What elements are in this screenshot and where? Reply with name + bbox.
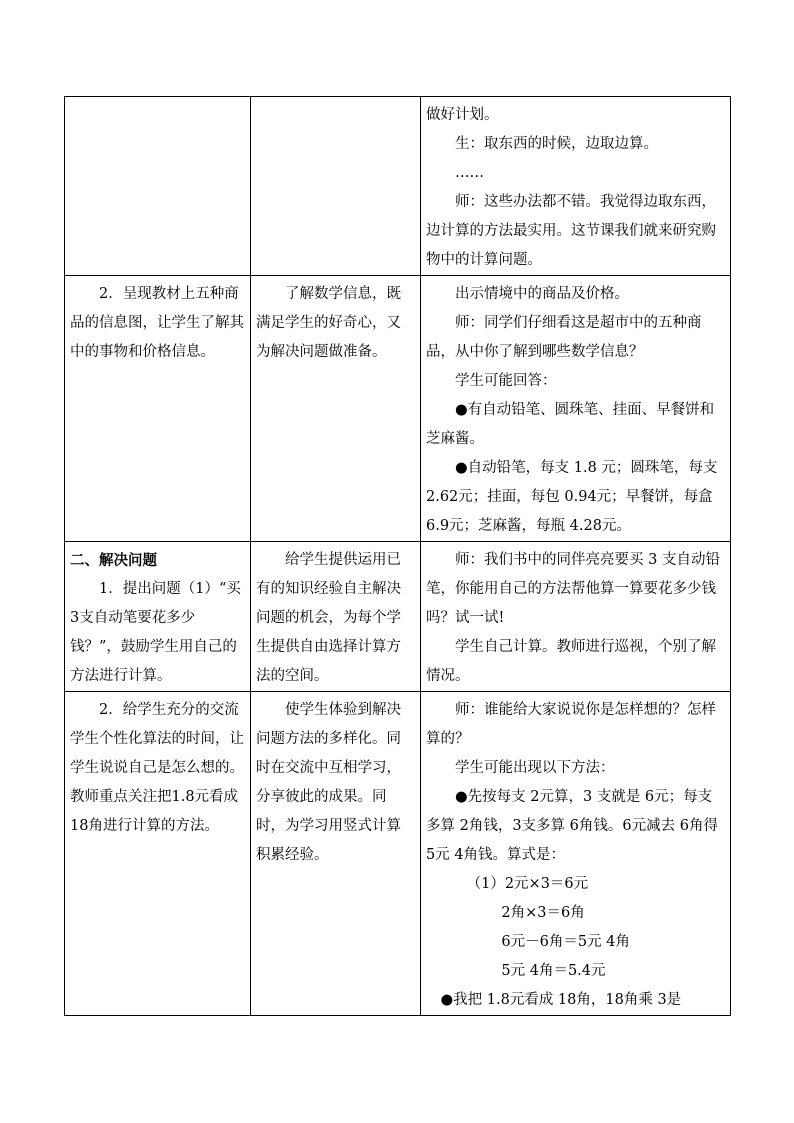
process-text: 学生自己计算。教师进行巡视，个别了解情况。 bbox=[426, 639, 716, 684]
steps-cell bbox=[65, 276, 251, 542]
process-text: ●自动铅笔，每支 1.8 元；圆珠笔，每支 2.62元；挂面，每包 0.94元；早餐饼，每盒 6.9元；芝麻酱，每瓶 4.28元。 bbox=[426, 460, 718, 534]
lesson-plan-table bbox=[64, 96, 731, 1016]
process-text: 师：我们书中的同伴亮亮要买 3 支自动铅笔，你能用自己的方法帮他算一算要花多少钱吗？试一试! bbox=[426, 552, 720, 626]
steps-text: 2．给学生充分的交流学生个性化算法的时间，让学生说说自己是怎么想的。教师重点关注把1.8元看成18角进行计算的方法。 bbox=[70, 702, 244, 834]
table-row bbox=[65, 97, 731, 276]
process-text: ●我把 1.8元看成 18角，18角乘 3是 bbox=[440, 992, 682, 1008]
equation-line: 6元－6角＝5元 4角 bbox=[501, 934, 630, 950]
steps-text: 1．提出问题（1）“买3支自动笔要花多少钱？”，鼓励学生用自己的方法进行计算。 bbox=[70, 581, 241, 684]
intent-text: 了解数学信息，既满足学生的好奇心，又为解决问题做准备。 bbox=[256, 286, 401, 360]
table-row bbox=[65, 692, 731, 1016]
process-text: ●有自动铅笔、圆珠笔、挂面、早餐饼和芝麻酱。 bbox=[426, 402, 715, 447]
intent-cell bbox=[251, 692, 421, 1016]
equation-line: 2角×3＝6角 bbox=[501, 905, 585, 921]
process-cell bbox=[421, 276, 731, 542]
process-text: 出示情境中的商品及价格。 bbox=[455, 286, 629, 302]
equation-line: 5元 4角＝5.4元 bbox=[501, 963, 606, 979]
process-text: 学生可能出现以下方法： bbox=[455, 760, 615, 776]
process-text: ●先按每支 2元算，3 支就是 6元；每支多算 2角钱，3支多算 6角钱。6元减去 6角得 5元 4角钱。算式是： bbox=[426, 789, 718, 863]
intent-text: 给学生提供运用已有的知识经验自主解决问题的机会，为每个学生提供自由选择计算方法的空间。 bbox=[256, 552, 401, 684]
table-row bbox=[65, 542, 731, 692]
steps-text: 2．呈现教材上五种商品的信息图，让学生了解其中的事物和价格信息。 bbox=[70, 286, 244, 360]
equation-line: （1）2元×3＝6元 bbox=[466, 876, 589, 892]
steps-cell bbox=[65, 542, 251, 692]
process-cell bbox=[421, 692, 731, 1016]
intent-cell bbox=[251, 97, 421, 276]
process-cell bbox=[421, 97, 731, 276]
process-text: 生：取东西的时候，边取边算。 bbox=[455, 136, 658, 152]
steps-cell bbox=[65, 692, 251, 1016]
process-text: 师：同学们仔细看这是超市中的五种商品，从中你了解到哪些数学信息？ bbox=[426, 315, 702, 360]
intent-cell bbox=[251, 276, 421, 542]
table-row bbox=[65, 276, 731, 542]
process-text: 师：这些办法都不错。我觉得边取东西，边计算的方法最实用。这节课我们就来研究购物中的计算问题。 bbox=[426, 194, 716, 268]
section-heading: 二、解决问题 bbox=[70, 552, 157, 569]
process-text: 学生可能回答： bbox=[455, 373, 557, 389]
intent-text: 使学生体验到解决问题方法的多样化。同时在交流中互相学习，分享彼此的成果。同时，为学习用竖式计算积累经验。 bbox=[256, 702, 401, 863]
process-text: 师：谁能给大家说说你是怎样想的？怎样算的？ bbox=[426, 702, 716, 747]
process-text: 做好计划。 bbox=[426, 107, 499, 123]
process-cell bbox=[421, 542, 731, 692]
steps-cell bbox=[65, 97, 251, 276]
intent-cell bbox=[251, 542, 421, 692]
process-text: …… bbox=[455, 165, 484, 181]
